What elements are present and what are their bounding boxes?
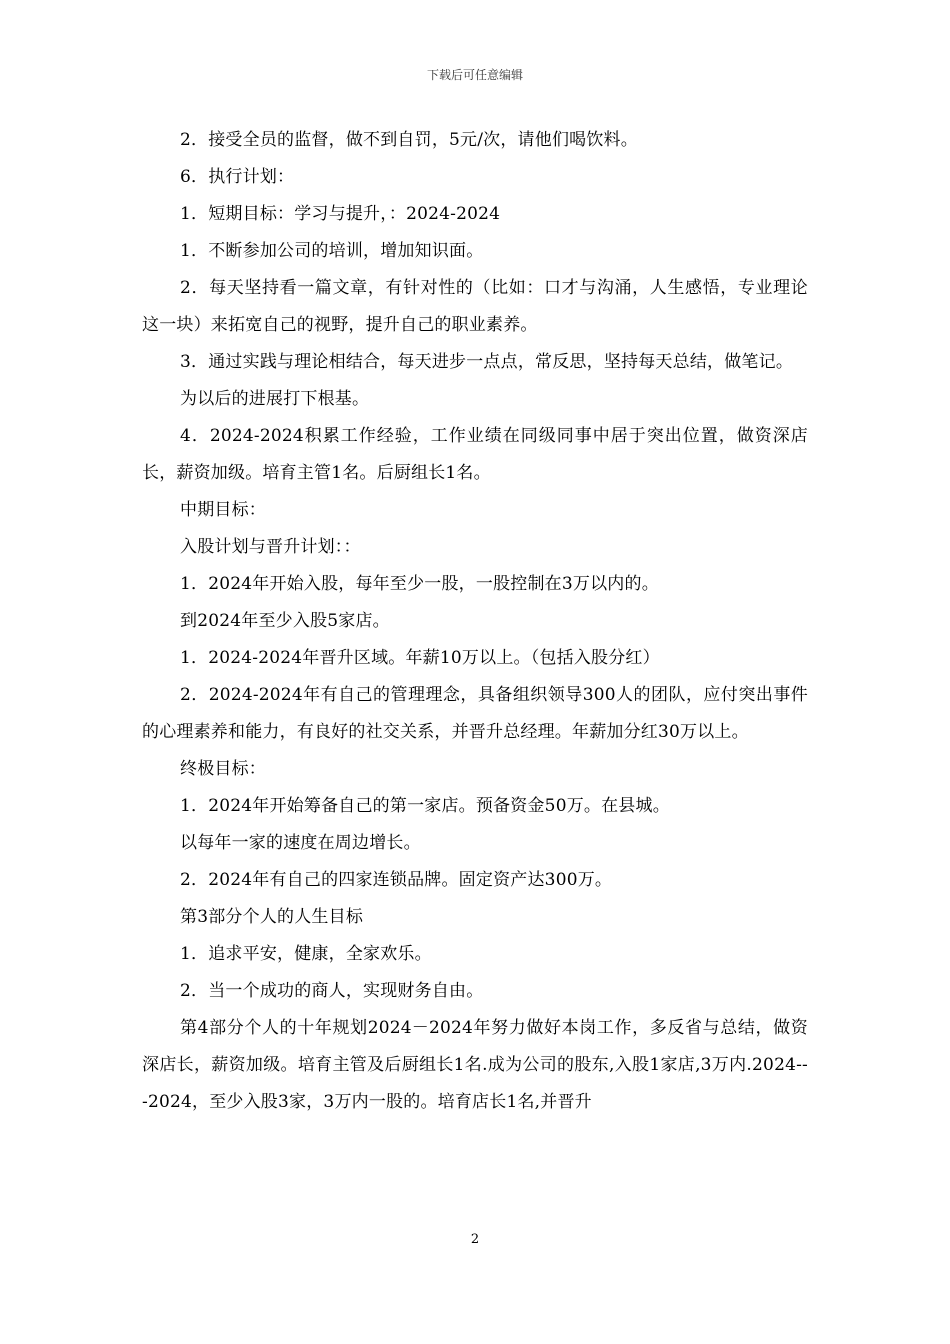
paragraph: 2．2024-2024年有自己的管理理念，具备组织领导300人的团队，应付突出事件的心理素养和能力，有良好的社交关系，并晋升总经理。年薪加分红30万以上。 [142,685,808,742]
paragraph: 第3部分个人的人生目标 [180,907,364,927]
document-body [142,122,808,1121]
paragraph: 1．2024年开始入股，每年至少一股，一股控制在3万以内的。 [180,574,659,594]
paragraph: 第4部分个人的十年规划2024－2024年努力做好本岗工作，多反省与总结，做资深店长，薪资加级。培育主管及后厨组长1名.成为公司的股东,入股1家店,3万内.2024---2024，至少入股3家，3万内一股的。培育店长1名,并晋升 [142,1018,808,1112]
paragraph: 中期目标： [180,500,266,520]
paragraph: 1．2024-2024年晋升区域。年薪10万以上。（包括入股分红） [180,648,660,668]
paragraph: 1．追求平安，健康，全家欢乐。 [180,944,432,964]
paragraph: 2．接受全员的监督，做不到自罚，5元/次，请他们喝饮料。 [180,130,638,150]
paragraph: 6．执行计划： [180,167,295,187]
paragraph: 为以后的进展打下根基。 [180,389,370,409]
paragraph: 终极目标： [180,759,266,779]
paragraph: 2．当一个成功的商人，实现财务自由。 [180,981,484,1001]
paragraph: 1．2024年开始筹备自己的第一家店。预备资金50万。在县城。 [180,796,670,816]
paragraph: 1．短期目标：学习与提升，：2024-2024 [180,204,501,224]
paragraph: 2．2024年有自己的四家连锁品牌。固定资产达300万。 [180,870,613,890]
paragraph: 以每年一家的速度在周边增长。 [180,833,421,853]
paragraph: 4．2024-2024积累工作经验，工作业绩在同级同事中居于突出位置，做资深店长，薪资加级。培育主管1名。后厨组长1名。 [142,426,808,483]
page-header: 下载后可任意编辑 [426,68,523,82]
paragraph: 入股计划与晋升计划：： [180,537,361,557]
page-number: 2 [470,1232,480,1247]
paragraph: 3．通过实践与理论相结合，每天进步一点点，常反思，坚持每天总结，做笔记。 [180,352,794,372]
paragraph: 1．不断参加公司的培训，增加知识面。 [180,241,484,261]
paragraph: 到2024年至少入股5家店。 [180,611,390,631]
paragraph: 2．每天坚持看一篇文章，有针对性的（比如：口才与沟涌，人生感悟，专业理论这一块）来拓宽自己的视野，提升自己的职业素养。 [142,278,808,335]
